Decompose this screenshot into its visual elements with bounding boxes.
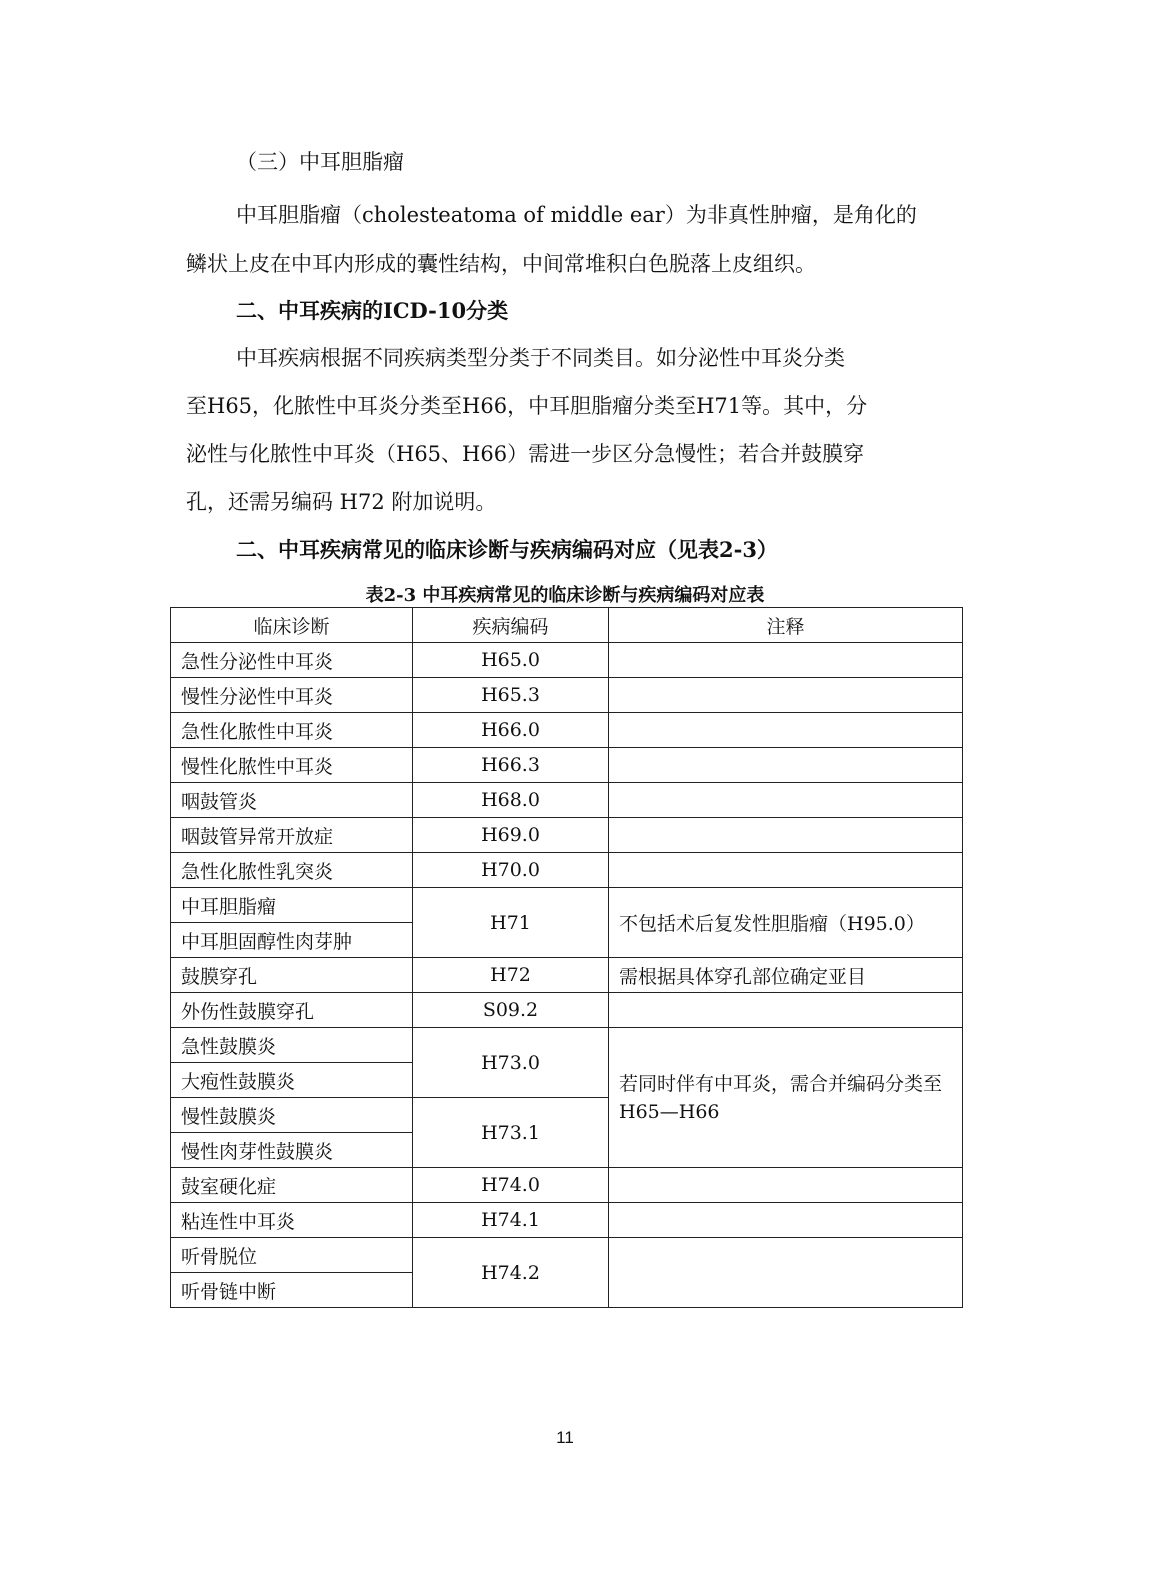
note-cell bbox=[609, 1203, 963, 1238]
diagnosis-cell: 粘连性中耳炎 bbox=[171, 1203, 413, 1238]
code-cell: H66.3 bbox=[413, 748, 609, 783]
icd-classification-heading: 二、中耳疾病的ICD-10分类 bbox=[236, 298, 509, 323]
table-row bbox=[171, 1203, 963, 1238]
table-row bbox=[171, 1238, 963, 1273]
diagnosis-cell: 听骨脱位 bbox=[171, 1238, 413, 1273]
page-number: 11 bbox=[556, 1428, 574, 1447]
note-cell bbox=[609, 643, 963, 678]
table-header-row bbox=[171, 608, 963, 643]
note-cell bbox=[609, 818, 963, 853]
table-row bbox=[171, 643, 963, 678]
note-cell: 若同时伴有中耳炎，需合并编码分类至H65—H66 bbox=[609, 1028, 963, 1168]
code-cell: H71 bbox=[413, 888, 609, 958]
diagnosis-cell: 慢性化脓性中耳炎 bbox=[171, 748, 413, 783]
table-row bbox=[171, 818, 963, 853]
diagnosis-cell: 急性化脓性乳突炎 bbox=[171, 853, 413, 888]
table-row bbox=[171, 748, 963, 783]
diagnosis-cell: 外伤性鼓膜穿孔 bbox=[171, 993, 413, 1028]
diagnosis-cell: 鼓膜穿孔 bbox=[171, 958, 413, 993]
note-cell bbox=[609, 993, 963, 1028]
table-row bbox=[171, 1168, 963, 1203]
table-row bbox=[171, 958, 963, 993]
table-row bbox=[171, 888, 963, 923]
diagnosis-cell: 急性化脓性中耳炎 bbox=[171, 713, 413, 748]
paragraph-line: 鳞状上皮在中耳内形成的囊性结构，中间常堆积白色脱落上皮组织。 bbox=[186, 252, 816, 276]
note-cell bbox=[609, 748, 963, 783]
note-cell bbox=[609, 783, 963, 818]
code-cell: H72 bbox=[413, 958, 609, 993]
code-cell: H74.1 bbox=[413, 1203, 609, 1238]
note-cell bbox=[609, 1168, 963, 1203]
header-note: 注释 bbox=[609, 608, 963, 643]
diagnosis-mapping-heading: 二、中耳疾病常见的临床诊断与疾病编码对应（见表2-3） bbox=[236, 537, 778, 562]
code-cell: H69.0 bbox=[413, 818, 609, 853]
header-diagnosis: 临床诊断 bbox=[171, 608, 413, 643]
table-row bbox=[171, 853, 963, 888]
header-code: 疾病编码 bbox=[413, 608, 609, 643]
code-cell: H66.0 bbox=[413, 713, 609, 748]
diagnosis-cell: 咽鼓管异常开放症 bbox=[171, 818, 413, 853]
note-cell bbox=[609, 713, 963, 748]
diagnosis-cell: 中耳胆固醇性肉芽肿 bbox=[171, 923, 413, 958]
paragraph-line: 泌性与化脓性中耳炎（H65、H66）需进一步区分急慢性；若合并鼓膜穿 bbox=[186, 442, 865, 466]
section-heading-cholesteatoma: （三）中耳胆脂瘤 bbox=[236, 150, 404, 174]
code-cell: S09.2 bbox=[413, 993, 609, 1028]
note-cell: 需根据具体穿孔部位确定亚目 bbox=[609, 958, 963, 993]
diagnosis-cell: 大疱性鼓膜炎 bbox=[171, 1063, 413, 1098]
diagnosis-cell: 听骨链中断 bbox=[171, 1273, 413, 1308]
paragraph-line: 至H65，化脓性中耳炎分类至H66，中耳胆脂瘤分类至H71等。其中，分 bbox=[186, 394, 868, 418]
diagnosis-code-table bbox=[170, 607, 963, 1308]
diagnosis-cell: 慢性分泌性中耳炎 bbox=[171, 678, 413, 713]
note-cell bbox=[609, 1238, 963, 1308]
code-cell: H74.0 bbox=[413, 1168, 609, 1203]
note-cell bbox=[609, 678, 963, 713]
code-cell: H68.0 bbox=[413, 783, 609, 818]
code-cell: H70.0 bbox=[413, 853, 609, 888]
code-cell: H74.2 bbox=[413, 1238, 609, 1308]
table-row bbox=[171, 783, 963, 818]
code-cell: H73.0 bbox=[413, 1028, 609, 1098]
code-cell: H65.3 bbox=[413, 678, 609, 713]
diagnosis-cell: 咽鼓管炎 bbox=[171, 783, 413, 818]
paragraph-line: 中耳疾病根据不同疾病类型分类于不同类目。如分泌性中耳炎分类 bbox=[236, 346, 845, 370]
diagnosis-cell: 鼓室硬化症 bbox=[171, 1168, 413, 1203]
diagnosis-cell: 急性鼓膜炎 bbox=[171, 1028, 413, 1063]
note-cell: 不包括术后复发性胆脂瘤（H95.0） bbox=[609, 888, 963, 958]
diagnosis-cell: 中耳胆脂瘤 bbox=[171, 888, 413, 923]
table-row bbox=[171, 713, 963, 748]
diagnosis-cell: 慢性鼓膜炎 bbox=[171, 1098, 413, 1133]
diagnosis-cell: 急性分泌性中耳炎 bbox=[171, 643, 413, 678]
table-row bbox=[171, 1028, 963, 1063]
code-cell: H73.1 bbox=[413, 1098, 609, 1168]
code-cell: H65.0 bbox=[413, 643, 609, 678]
table-row bbox=[171, 993, 963, 1028]
note-cell bbox=[609, 853, 963, 888]
paragraph-line: 孔，还需另编码 H72 附加说明。 bbox=[186, 490, 497, 514]
paragraph-line: 中耳胆脂瘤（cholesteatoma of middle ear）为非真性肿瘤，是角化的 bbox=[236, 203, 917, 227]
table-caption: 表2-3 中耳疾病常见的临床诊断与疾病编码对应表 bbox=[365, 585, 765, 606]
diagnosis-cell: 慢性肉芽性鼓膜炎 bbox=[171, 1133, 413, 1168]
table-row bbox=[171, 678, 963, 713]
